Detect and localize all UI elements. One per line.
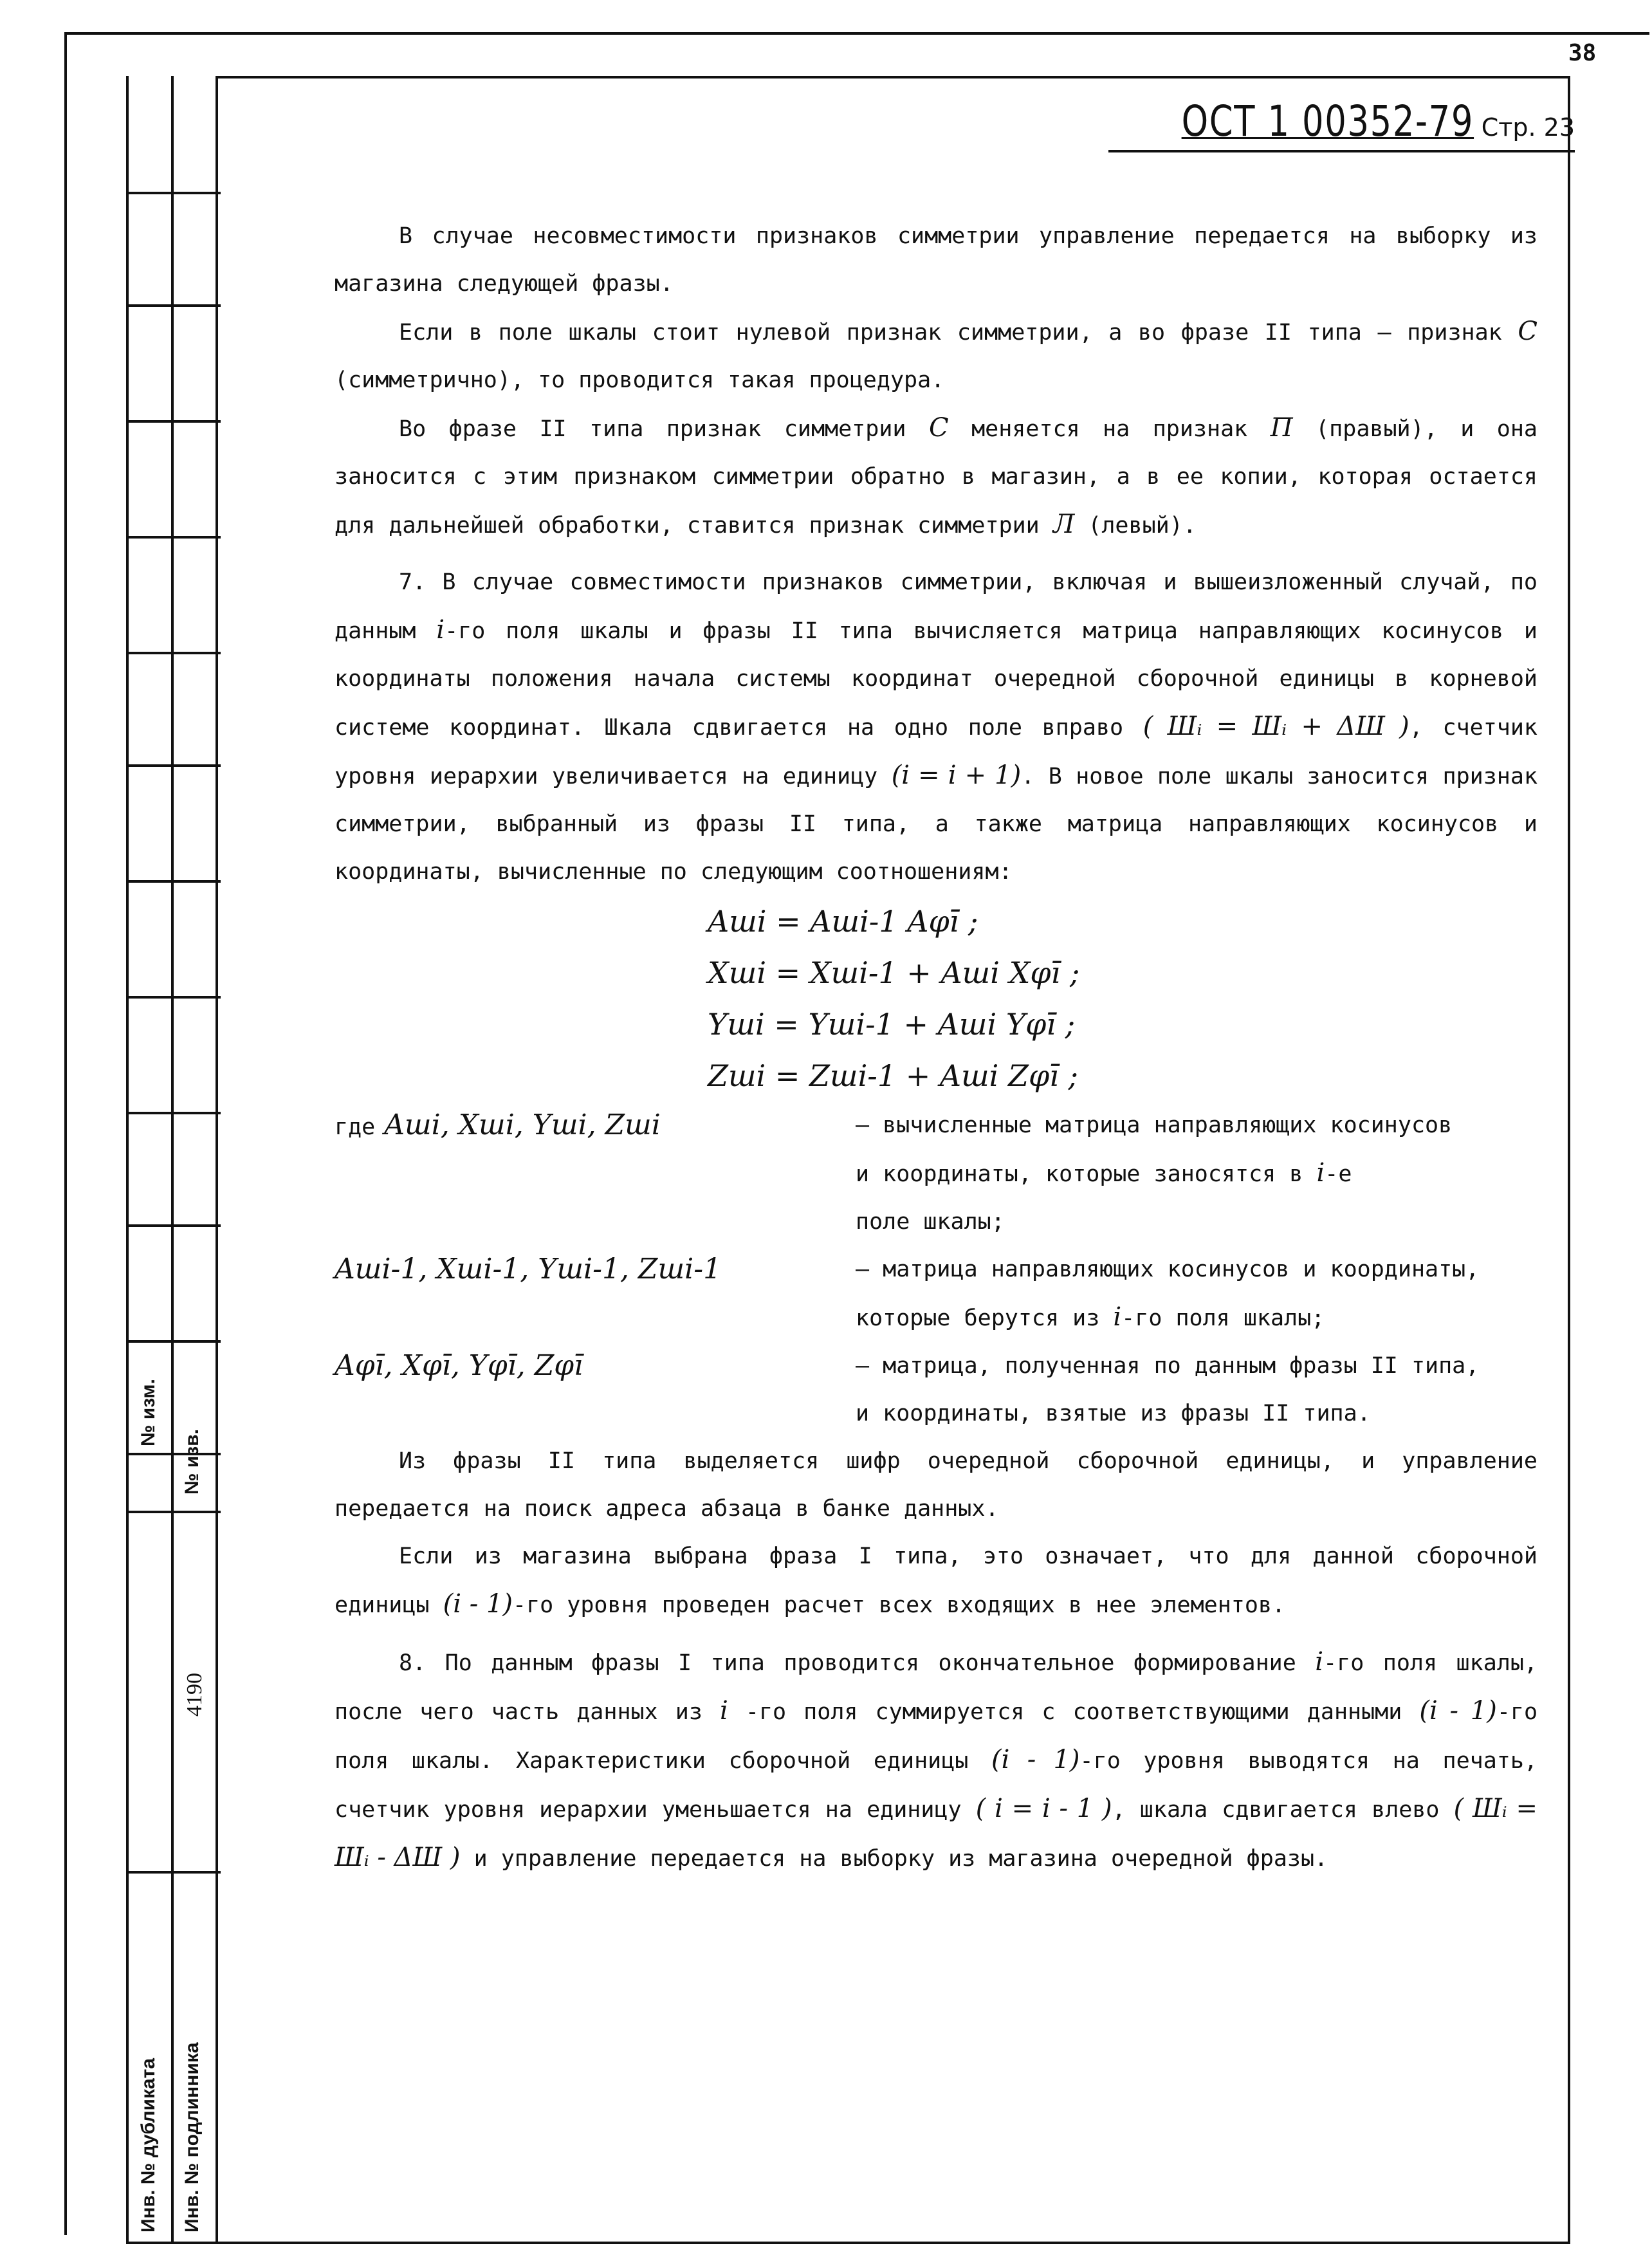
stamp-podlinnika: Инв. № подлинника <box>181 2042 203 2233</box>
formula: Xшi = Xшi-1 + Aшi Xφī ; <box>708 955 1080 990</box>
formula: Zшi = Zшi-1 + Aшi Zφī ; <box>708 1058 1079 1093</box>
paragraph: 8. По данным фразы I типа проводится окончательное формирование i-го поля шкалы, после чего часть данных из i -го поля суммируется с соответствующими данными (i - 1)-го поля шкалы. Характеристики сборочной единицы (i - 1)-го уровня выводятся на печать, счетчик уровня иерархии уменьшается на единицу ( i = i - 1 ), шкала сдвигается влево ( Шᵢ = Шᵢ - ΔШ ) и управление передается на выборку из магазина очередной фразы. <box>335 1647 1538 1872</box>
stamp-column <box>126 76 218 2244</box>
paragraph: В случае несовместимости признаков симметрии управление передается на выборку из магазина следующей фразы. <box>335 223 1537 297</box>
page-header <box>1108 97 1575 152</box>
definition-row: где Aшi, Xшi, Yшi, Zшi – вычисленные матрица направляющих косинусов и координаты, которые заносятся в i-е поле шкалы; <box>335 1109 1453 1235</box>
sheet-number: 38 <box>1568 40 1597 66</box>
paragraph: 7. В случае совместимости признаков симметрии, включая и вышеизложенный случай, по данным i-го поля шкалы и фразы II типа вычисляется матрица направляющих косинусов и координаты положения начала системы координат очередной сборочной единицы в корневой системе координат. Шкала сдвигается на одно поле вправо ( Шᵢ = Шᵢ + ΔШ ), счетчик уровня иерархии увеличивается на единицу (i = i + 1). В новое поле шкалы заносится признак симметрии, выбранный из фразы II типа, а также матрица направляющих косинусов и координаты, вычисленные по следующим соотношениям: <box>335 569 1538 885</box>
formula: Aшi = Aшi-1 Aφī ; <box>708 904 978 939</box>
stamp-izm: № изм. <box>138 1379 159 1446</box>
definitions <box>335 1101 1537 1437</box>
page-label: Стр. 23 <box>1481 113 1575 142</box>
document-body <box>335 212 1537 1883</box>
formula: Yшi = Yшi-1 + Aшi Yφī ; <box>708 1007 1076 1042</box>
definition-row: Aшi-1, Xшi-1, Yшi-1, Zшi-1 – матрица направляющих косинусов и координаты, которые берутся из i-го поля шкалы; <box>335 1253 1480 1332</box>
definition-row: Aφī, Xφī, Yφī, Zφī – матрица, полученная по данным фразы II типа, и координаты, взятые из фразы II типа. <box>335 1349 1480 1426</box>
stamp-dublikata: Инв. № дубликата <box>138 2058 159 2233</box>
doc-code: ОСТ 1 00352-79 <box>1181 97 1474 146</box>
paragraph: Если из магазина выбрана фраза I типа, это означает, что для данной сборочной единицы (i - 1)-го уровня проведен расчет всех входящих в нее элементов. <box>335 1543 1537 1619</box>
stamp-number: 4190 <box>183 1673 206 1717</box>
paragraph: Во фразе II типа признак симметрии С меняется на признак П (правый), и она заносится с этим признаком симметрии обратно в магазин, а в ее копии, которая остается для дальнейшей обработки, ставится признак симметрии Л (левый). <box>335 413 1537 539</box>
paragraph: Из фразы II типа выделяется шифр очередной сборочной единицы, и управление передается на поиск адреса абзаца в банке данных. <box>335 1448 1537 1522</box>
stamp-izv: № изв. <box>181 1429 203 1495</box>
paragraph: Если в поле шкалы стоит нулевой признак симметрии, а во фразе II типа – признак С (симметрично), то проводится такая процедура. <box>335 317 1538 393</box>
